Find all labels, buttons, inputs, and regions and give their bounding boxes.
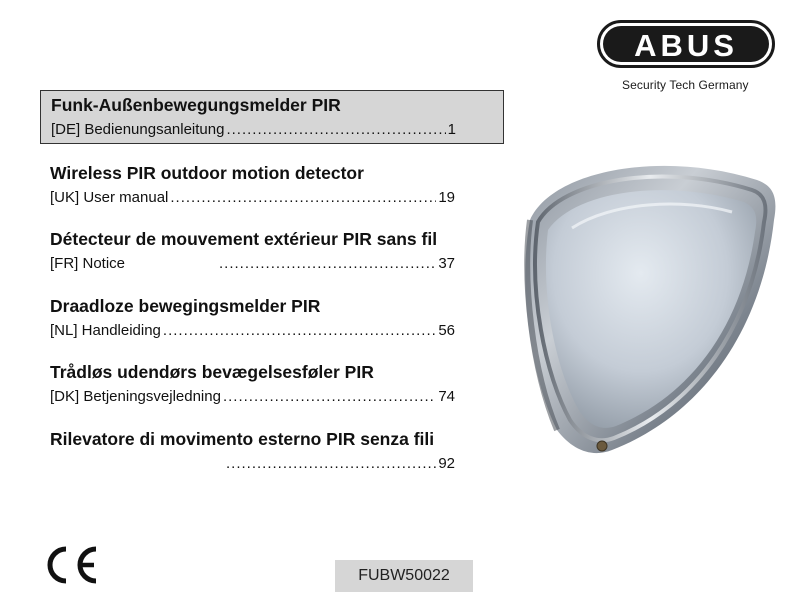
toc-entry-fr[interactable] xyxy=(50,228,470,274)
ce-mark xyxy=(42,543,100,587)
toc-entry-de[interactable] xyxy=(40,90,504,144)
dot-leader xyxy=(219,254,436,274)
dot-leader xyxy=(163,321,436,341)
toc-page-number: 19 xyxy=(438,189,455,206)
toc-title: Trådløs udendørs bevægelsesføler PIR xyxy=(50,362,374,382)
toc-page-number: 1 xyxy=(447,121,456,138)
toc-title: Détecteur de mouvement extérieur PIR sans fil xyxy=(50,229,438,249)
toc-page-number: 92 xyxy=(438,455,455,472)
toc-label: [NL] Handleiding xyxy=(50,322,161,339)
toc-line xyxy=(50,254,455,274)
dot-leader xyxy=(170,188,436,208)
abus-logo xyxy=(597,20,775,68)
toc-line xyxy=(51,120,456,140)
toc-entry-nl[interactable] xyxy=(50,295,470,341)
toc-page-number: 74 xyxy=(438,388,455,405)
dot-leader xyxy=(226,454,436,474)
toc-page-number: 37 xyxy=(438,255,455,272)
pir-detector-image xyxy=(512,150,780,460)
toc-entry-it[interactable] xyxy=(50,428,470,474)
dot-leader xyxy=(226,120,445,140)
toc-label: [DE] Bedienungsanleitung xyxy=(51,121,225,138)
toc-line xyxy=(50,454,455,474)
toc-entry-uk[interactable] xyxy=(50,162,470,208)
toc-title: Draadloze bewegingsmelder PIR xyxy=(50,296,321,316)
toc-label: [UK] User manual xyxy=(50,189,169,206)
toc-title: Rilevatore di movimento esterno PIR senza fili xyxy=(50,429,435,449)
toc-entry-dk[interactable] xyxy=(50,361,470,407)
toc-title: Funk-Außenbewegungsmelder PIR xyxy=(51,95,341,115)
toc-line xyxy=(50,387,455,407)
toc-page-number: 56 xyxy=(438,322,455,339)
product-code: FUBW50022 xyxy=(335,560,473,592)
toc-title: Wireless PIR outdoor motion detector xyxy=(50,163,364,183)
brand-tagline: Security Tech Germany xyxy=(622,78,749,92)
dot-leader xyxy=(223,387,436,407)
abus-logo-text: ABUS xyxy=(634,28,738,63)
toc-line xyxy=(50,321,455,341)
toc-line xyxy=(50,188,455,208)
toc-label: [FR] Notice xyxy=(50,255,126,272)
toc-label: [DK] Betjeningsvejledning xyxy=(50,388,221,405)
